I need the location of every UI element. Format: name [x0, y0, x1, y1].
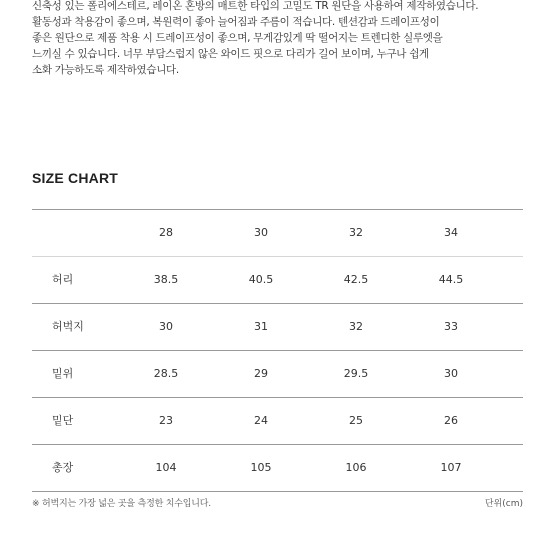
table-cell: 42.5	[343, 273, 369, 286]
size-header-cell: 32	[349, 226, 363, 239]
row-label: 총장	[52, 461, 74, 474]
table-cell: 26	[444, 414, 458, 427]
size-header-cell: 30	[254, 226, 268, 239]
table-cell: 23	[159, 414, 173, 427]
table-cell: 29	[254, 367, 268, 380]
unit-label: 단위(cm)	[484, 499, 523, 509]
table-cell: 30	[159, 320, 173, 333]
table-cell: 107	[440, 461, 462, 474]
table-cell: 33	[444, 320, 458, 333]
row-label: 허벅지	[52, 320, 84, 333]
description-line: 신축성 있는 폴리에스테르, 레이온 혼방의 매트한 타입의 고밀도 TR 원단을 사용하여 제작하였습니다.	[32, 0, 479, 12]
table-cell: 105	[250, 461, 272, 474]
table-cell: 31	[254, 320, 268, 333]
table-cell: 38.5	[153, 273, 179, 286]
table-row-thigh	[32, 304, 523, 351]
row-label: 밑단	[52, 414, 74, 427]
description-line: 느끼실 수 있습니다. 너무 부담스럽지 않은 와이드 핏으로 다리가 길어 보이며, 누구나 쉽게	[32, 48, 429, 60]
description-line: 활동성과 착용감이 좋으며, 복원력이 좋아 늘어짐과 주름이 적습니다. 텐션감과 드레이프성이	[32, 16, 440, 28]
row-label: 허리	[52, 273, 74, 286]
product-description	[32, 0, 532, 78]
description-line: 소화 가능하도록 제작하였습니다.	[32, 64, 179, 76]
table-cell: 106	[345, 461, 367, 474]
table-cell: 104	[155, 461, 177, 474]
size-header-cell: 28	[159, 226, 173, 239]
measurement-note: ※ 허벅지는 가장 넓은 곳을 측정한 치수입니다.	[32, 499, 211, 509]
table-cell: 29.5	[343, 367, 369, 380]
size-chart-table	[32, 209, 523, 492]
table-cell: 44.5	[438, 273, 464, 286]
description-line: 좋은 원단으로 제품 착용 시 드레이프성이 좋으며, 무게감있게 딱 떨어지는 트렌디한 실루엣을	[32, 32, 443, 44]
table-row-length	[32, 445, 523, 492]
table-cell: 25	[349, 414, 363, 427]
table-row-hem	[32, 398, 523, 445]
table-cell: 30	[444, 367, 458, 380]
table-cell: 32	[349, 320, 363, 333]
row-label: 밑위	[52, 367, 74, 380]
table-row-rise	[32, 351, 523, 398]
table-cell: 24	[254, 414, 268, 427]
table-row-waist	[32, 257, 523, 304]
table-cell: 40.5	[248, 273, 274, 286]
table-cell: 28.5	[153, 367, 179, 380]
size-header-row	[32, 210, 523, 257]
size-header-cell: 34	[444, 226, 458, 239]
size-chart-title: SIZE CHART	[32, 170, 118, 186]
